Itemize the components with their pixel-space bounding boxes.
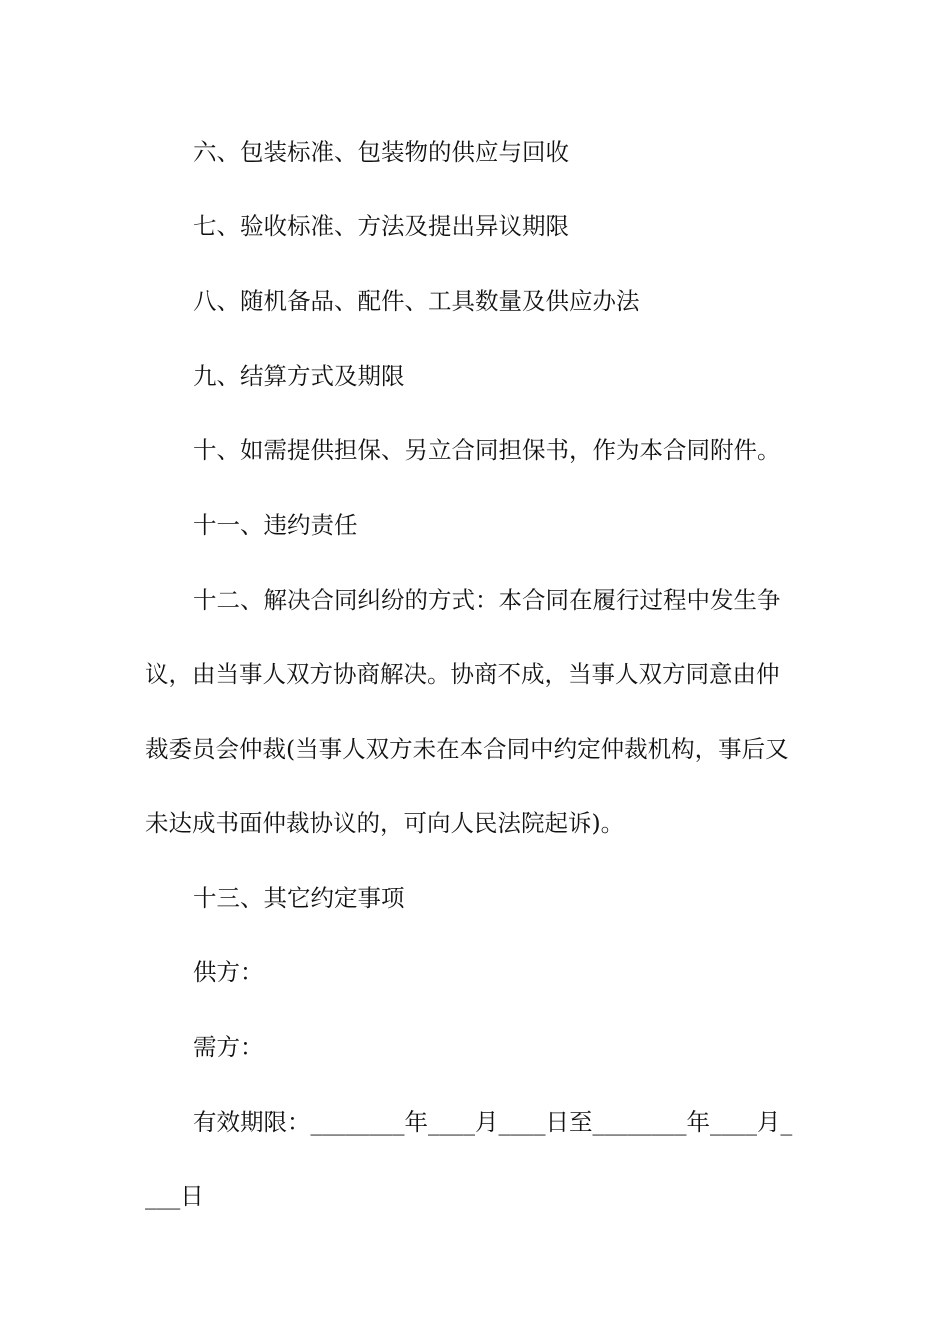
clause-12-dispute-line-3: 裁委员会仲裁(当事人双方未在本合同中约定仲裁机构，事后又 (145, 735, 789, 763)
validity-period-line-2: ___日 (145, 1182, 204, 1210)
clause-6-packaging: 六、包装标准、包装物的供应与回收 (193, 138, 569, 166)
clause-12-dispute-line-4: 未达成书面仲裁协议的，可向人民法院起诉)。 (145, 809, 625, 837)
clause-7-acceptance: 七、验收标准、方法及提出异议期限 (193, 212, 569, 240)
clause-9-settlement: 九、结算方式及期限 (193, 362, 405, 390)
clause-10-guarantee: 十、如需提供担保、另立合同担保书，作为本合同附件。 (193, 436, 781, 464)
clause-8-spare-parts: 八、随机备品、配件、工具数量及供应办法 (193, 287, 640, 315)
clause-11-liability: 十一、违约责任 (193, 511, 358, 539)
clause-12-dispute-line-1: 十二、解决合同纠纷的方式：本合同在履行过程中发生争 (193, 586, 781, 614)
validity-period-line-1: 有效期限：________年____月____日至________年____月_ (193, 1108, 793, 1136)
clause-13-other-matters: 十三、其它约定事项 (193, 884, 405, 912)
supplier-label: 供方： (193, 958, 264, 986)
buyer-label: 需方： (193, 1033, 264, 1061)
clause-12-dispute-line-2: 议，由当事人双方协商解决。协商不成，当事人双方同意由仲 (145, 660, 780, 688)
